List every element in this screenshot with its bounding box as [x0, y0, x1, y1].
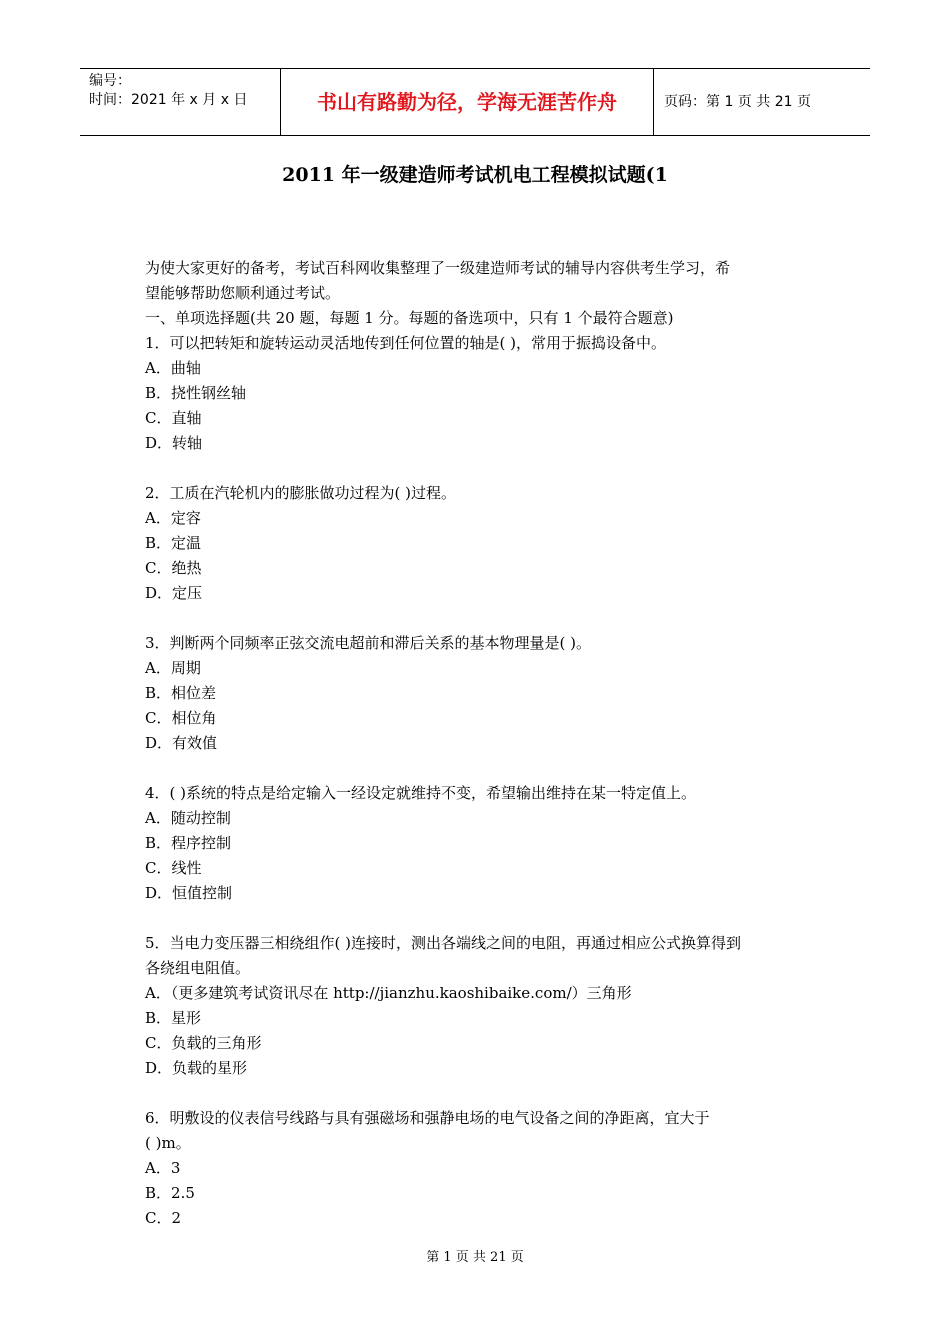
option: B．定温 — [145, 534, 202, 552]
option: A．随动控制 — [145, 809, 231, 827]
option: B．挠性钢丝轴 — [145, 384, 247, 402]
question-6 — [145, 1106, 810, 1231]
page-code-cell — [654, 69, 870, 135]
option: B．程序控制 — [145, 834, 232, 852]
number-label: 编号： — [89, 73, 131, 89]
option: A．定容 — [145, 509, 201, 527]
option: A．周期 — [145, 659, 201, 677]
option: D．恒值控制 — [145, 884, 233, 902]
motto-cell — [281, 69, 654, 135]
question-text: 3．判断两个同频率正弦交流电超前和滞后关系的基本物理量是( )。 — [145, 634, 592, 652]
option: B．星形 — [145, 1009, 202, 1027]
document-title: 2011 年一级建造师考试机电工程模拟试题(1 — [282, 164, 668, 186]
question-1 — [145, 331, 810, 456]
section-heading: 一、单项选择题(共 20 题，每题 1 分。每题的备选项中，只有 1 个最符合题意) — [145, 309, 674, 327]
option: A．3 — [145, 1159, 181, 1177]
intro-line: 望能够帮助您顺利通过考试。 — [145, 284, 341, 302]
intro — [145, 256, 810, 331]
option: D．有效值 — [145, 734, 218, 752]
time-label: 时间：2021 年 x 月 x 日 — [89, 92, 248, 108]
option: C．线性 — [145, 859, 202, 877]
question-text: 5．当电力变压器三相绕组作( )连接时，测出各端线之间的电阻，再通过相应公式换算得到 — [145, 934, 742, 952]
option: C．相位角 — [145, 709, 217, 727]
question-text: 1．可以把转矩和旋转运动灵活地传到任何位置的轴是( )，常用于振捣设备中。 — [145, 334, 667, 352]
option: B．相位差 — [145, 684, 217, 702]
header-table — [80, 68, 870, 136]
page-footer: 第 1 页 共 21 页 — [426, 1250, 524, 1265]
intro-line: 为使大家更好的备考，考试百科网收集整理了一级建造师考试的辅导内容供考生学习，希 — [145, 259, 731, 277]
question-4 — [145, 781, 810, 906]
option: C．直轴 — [145, 409, 202, 427]
header-meta-cell — [80, 69, 281, 135]
page-code: 页码：第 1 页 共 21 页 — [664, 94, 811, 110]
question-text: 4．( )系统的特点是给定输入一经设定就维持不变，希望输出维持在某一特定值上。 — [145, 784, 697, 802]
document-body — [145, 256, 810, 1231]
option: A．曲轴 — [145, 359, 201, 377]
question-text: 2．工质在汽轮机内的膨胀做功过程为( )过程。 — [145, 484, 457, 502]
question-text: 各绕组电阻值。 — [145, 959, 251, 977]
question-text: ( )m。 — [145, 1134, 191, 1152]
option: D．负载的星形 — [145, 1059, 248, 1077]
option: D．转轴 — [145, 434, 203, 452]
question-3 — [145, 631, 810, 756]
question-5 — [145, 931, 810, 1081]
question-text: 6．明敷设的仪表信号线路与具有强磁场和强静电场的电气设备之间的净距离，宜大于 — [145, 1109, 710, 1127]
option: C．负载的三角形 — [145, 1034, 262, 1052]
option: C．绝热 — [145, 559, 202, 577]
option: B．2.5 — [145, 1184, 195, 1202]
option: A．（更多建筑考试资讯尽在 http://jianzhu.kaoshibaike.com/）三角形 — [145, 984, 632, 1002]
motto-text: 书山有路勤为径，学海无涯苦作舟 — [317, 90, 617, 114]
option: D．定压 — [145, 584, 203, 602]
question-2 — [145, 481, 810, 606]
option: C．2 — [145, 1209, 182, 1227]
